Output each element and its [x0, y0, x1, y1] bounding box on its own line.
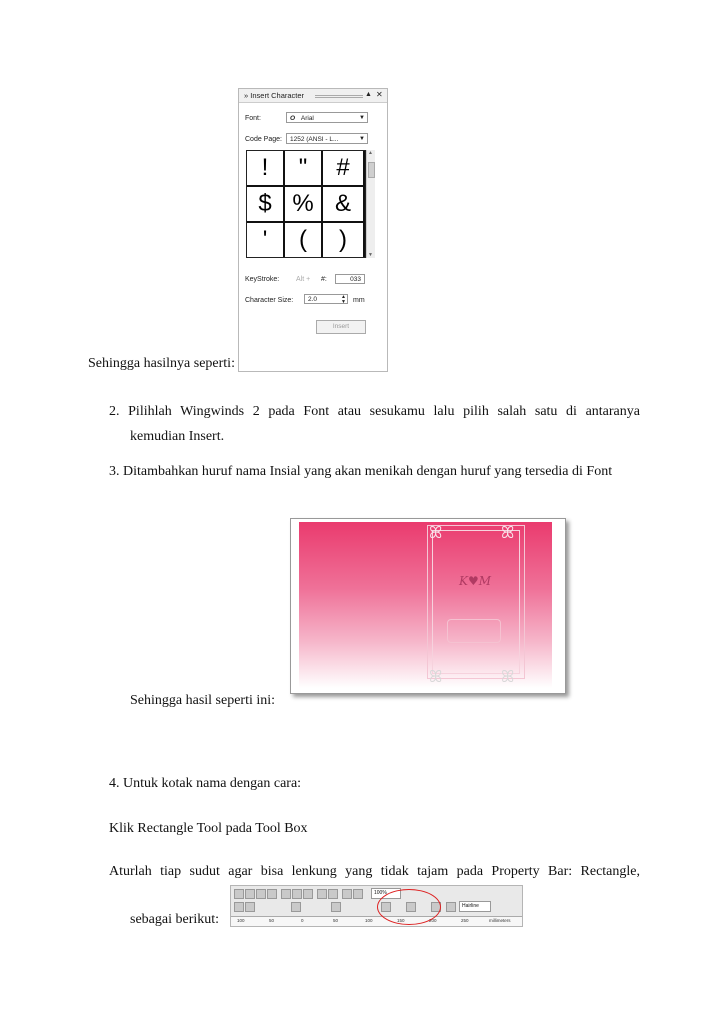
character-size-label: Character Size: [245, 297, 294, 304]
keystroke-hash: #: [321, 276, 327, 283]
grid-scrollbar[interactable] [366, 150, 375, 258]
red-annotation-circle [377, 889, 441, 925]
zoom-field: 100% [371, 888, 401, 899]
scroll-up-icon[interactable]: ▲ [368, 150, 373, 156]
scroll-thumb[interactable] [368, 162, 375, 178]
character-cell[interactable]: ' [247, 223, 285, 258]
ruler-label: 250 [461, 918, 469, 923]
code-page-select[interactable] [286, 133, 368, 144]
position-icon [234, 902, 244, 912]
instruction-rectangle-tool: Klik Rectangle Tool pada Tool Box [109, 821, 308, 836]
instruction-line-2: sebagai berikut: [130, 912, 220, 927]
ornament-icon: ꕤ [429, 523, 443, 542]
chevron-down-icon: ▼ [359, 136, 365, 142]
copy-icon [292, 889, 302, 899]
character-size-value: 2.0 [308, 296, 318, 303]
ruler-label: 150 [397, 918, 405, 923]
size-icon [245, 902, 255, 912]
step-2-line-1: 2. Pilihlah Wingwinds 2 pada Font atau sesukamu lalu pilih salah satu di antaranya [109, 404, 640, 419]
code-page-label: Code Page: [245, 136, 282, 143]
rotation-icon [331, 902, 341, 912]
toolbar-row [231, 888, 522, 900]
instruction-line-1: Aturlah tiap sudut agar bisa lenkung yang tidak tajam pada Property Bar: Rectangle, [109, 864, 640, 879]
couple-initials: K♥M [459, 574, 492, 588]
step-2-line-2: kemudian Insert. [130, 429, 225, 444]
ruler-label: 200 [429, 918, 437, 923]
chevron-down-icon: ▼ [359, 115, 365, 121]
grip-icon[interactable] [315, 95, 363, 98]
character-size-unit: mm [353, 297, 365, 304]
font-value: Arial [300, 115, 314, 122]
new-icon [234, 889, 244, 899]
cut-icon [281, 889, 291, 899]
keystroke-label: KeyStroke: [245, 276, 280, 283]
name-box [447, 619, 501, 643]
ruler [231, 916, 522, 926]
keystroke-field[interactable]: 033 [335, 274, 365, 284]
open-icon [245, 889, 255, 899]
font-label: Font: [245, 115, 261, 122]
step-3: 3. Ditambahkan huruf nama Insial yang akan menikah dengan huruf yang tersedia di Font [109, 464, 613, 479]
insert-button[interactable]: Insert [316, 320, 366, 334]
panel-title: » Insert Character [244, 91, 305, 100]
character-cell[interactable]: ! [247, 151, 285, 187]
step-4: 4. Untuk kotak nama dengan cara: [109, 776, 302, 791]
character-cell[interactable]: $ [247, 187, 285, 223]
code-page-value: 1252 (ANSI - L... [290, 136, 339, 143]
save-icon [256, 889, 266, 899]
ornament-icon: ꕤ [429, 667, 443, 686]
close-icon[interactable]: ✕ [376, 90, 383, 99]
undo-icon [317, 889, 327, 899]
character-grid [246, 150, 366, 258]
character-size-field[interactable] [304, 294, 348, 304]
scroll-down-icon[interactable]: ▼ [368, 252, 373, 258]
insert-character-panel [238, 88, 388, 372]
print-icon [267, 889, 277, 899]
character-cell[interactable]: % [285, 187, 323, 223]
character-cell[interactable]: ( [285, 223, 323, 258]
ruler-units: millimeters [489, 918, 511, 923]
import-icon [342, 889, 352, 899]
ruler-label: 100 [237, 918, 245, 923]
ruler-label: 50 [269, 918, 275, 923]
font-type-icon: O [290, 115, 296, 122]
panel-title-bar[interactable] [239, 89, 387, 103]
character-cell[interactable]: # [323, 151, 365, 187]
result-caption: Sehingga hasil seperti ini: [130, 693, 276, 708]
ruler-label: 50 [333, 918, 339, 923]
font-select[interactable] [286, 112, 368, 123]
spinner-icon[interactable]: ▲ ▼ [341, 294, 346, 305]
ornament-icon: ꕤ [501, 523, 515, 542]
wrap-icon [446, 902, 456, 912]
paste-icon [303, 889, 313, 899]
collapse-icon[interactable]: ▲ [365, 91, 372, 98]
paragraph-result: Sehingga hasilnya seperti: [88, 356, 235, 371]
outline-field: Hairline [459, 901, 491, 912]
invitation-card-image [290, 518, 566, 694]
character-cell[interactable]: ) [323, 223, 365, 258]
redo-icon [328, 889, 338, 899]
inner-frame-2 [432, 530, 520, 674]
character-cell[interactable]: " [285, 151, 323, 187]
ruler-label: 0 [301, 918, 304, 923]
export-icon [353, 889, 363, 899]
ornament-icon: ꕤ [501, 667, 515, 686]
scale-icon [291, 902, 301, 912]
character-cell[interactable]: & [323, 187, 365, 223]
ruler-label: 100 [365, 918, 373, 923]
keystroke-alt: Alt + [296, 276, 311, 283]
